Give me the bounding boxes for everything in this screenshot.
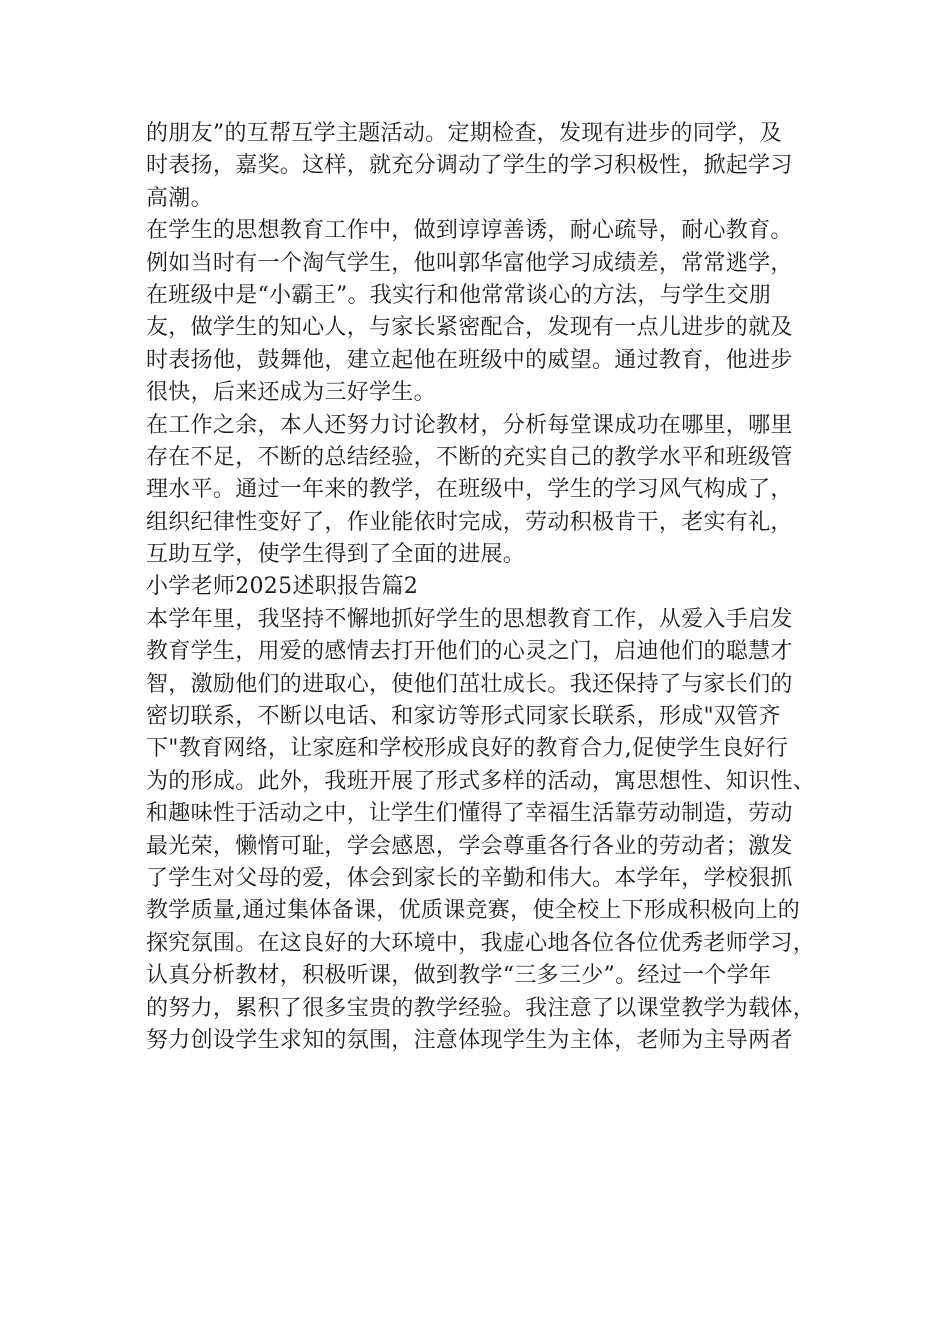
text-line: 认真分析教材，积极听课，做到教学“三多三少”。经过一个学年 <box>146 963 772 989</box>
text-line: 在工作之余，本人还努力讨论教材，分析每堂课成功在哪里，哪里 <box>146 412 793 438</box>
text-line: 在学生的思想教育工作中，做到谆谆善诱，耐心疏导，耐心教育。 <box>146 218 793 244</box>
text-line: 互助互学，使学生得到了全面的进展。 <box>146 542 526 568</box>
text-line: 时表扬，嘉奖。这样，就充分调动了学生的学习积极性，掀起学习 <box>146 153 793 179</box>
text-line: 时表扬他，鼓舞他，建立起他在班级中的威望。通过教育，他进步 <box>146 347 793 373</box>
text-line: 教学质量,通过集体备课，优质课竞赛，使全校上下形成积极向上的 <box>146 898 800 924</box>
text-line: 了学生对父母的爱，体会到家长的辛勤和伟大。本学年，学校狠抓 <box>146 865 793 891</box>
text-line: 密切联系，不断以电话、和家访等形式同家长联系，形成"双管齐 <box>146 704 781 730</box>
text-line: 本学年里，我坚持不懈地抓好学生的思想教育工作，从爱入手启发 <box>146 606 793 632</box>
text-line: 存在不足，不断的总结经验，不断的充实自己的教学水平和班级管 <box>146 444 793 470</box>
text-line: 的努力，累积了很多宝贵的教学经验。我注意了以课堂教学为载体， <box>146 995 816 1021</box>
text-line: 例如当时有一个淘气学生，他叫郭华富他学习成绩差，常常逃学， <box>146 250 793 276</box>
text-line: 探究氛围。在这良好的大环境中，我虚心地各位各位优秀老师学习， <box>146 930 816 956</box>
section-heading: 小学老师2025述职报告篇2 <box>146 574 419 600</box>
text-line: 教育学生，用爱的感情去打开他们的心灵之门，启迪他们的聪慧才 <box>146 639 793 665</box>
text-line: 理水平。通过一年来的教学，在班级中，学生的学习风气构成了， <box>146 477 793 503</box>
text-line: 的朋友”的互帮互学主题活动。定期检查，发现有进步的同学，及 <box>146 121 782 146</box>
text-line: 为的形成。此外，我班开展了形式多样的活动，寓思想性、知识性、 <box>146 768 816 794</box>
text-line: 高潮。 <box>146 185 213 211</box>
text-line: 下"教育网络，让家庭和学校形成良好的教育合力,促使学生良好行 <box>146 736 789 762</box>
text-line: 在班级中是“小霸王”。我实行和他常常谈心的方法，与学生交朋 <box>146 282 772 308</box>
text-line: 智，激励他们的进取心，使他们茁壮成长。我还保持了与家长们的 <box>146 671 793 697</box>
document-body <box>146 118 816 1057</box>
text-line: 组织纪律性变好了，作业能依时完成，劳动积极肯干，老实有礼， <box>146 509 793 535</box>
text-line: 最光荣，懒惰可耻，学会感恩，学会尊重各行各业的劳动者；激发 <box>146 833 793 859</box>
text-line: 很快，后来还成为三好学生。 <box>146 380 436 406</box>
text-line: 友，做学生的知心人，与家长紧密配合，发现有一点儿进步的就及 <box>146 315 793 341</box>
text-line: 和趣味性于活动之中，让学生们懂得了幸福生活靠劳动制造，劳动 <box>146 801 793 827</box>
text-line: 努力创设学生求知的氛围，注意体现学生为主体，老师为主导两者 <box>146 1027 793 1053</box>
